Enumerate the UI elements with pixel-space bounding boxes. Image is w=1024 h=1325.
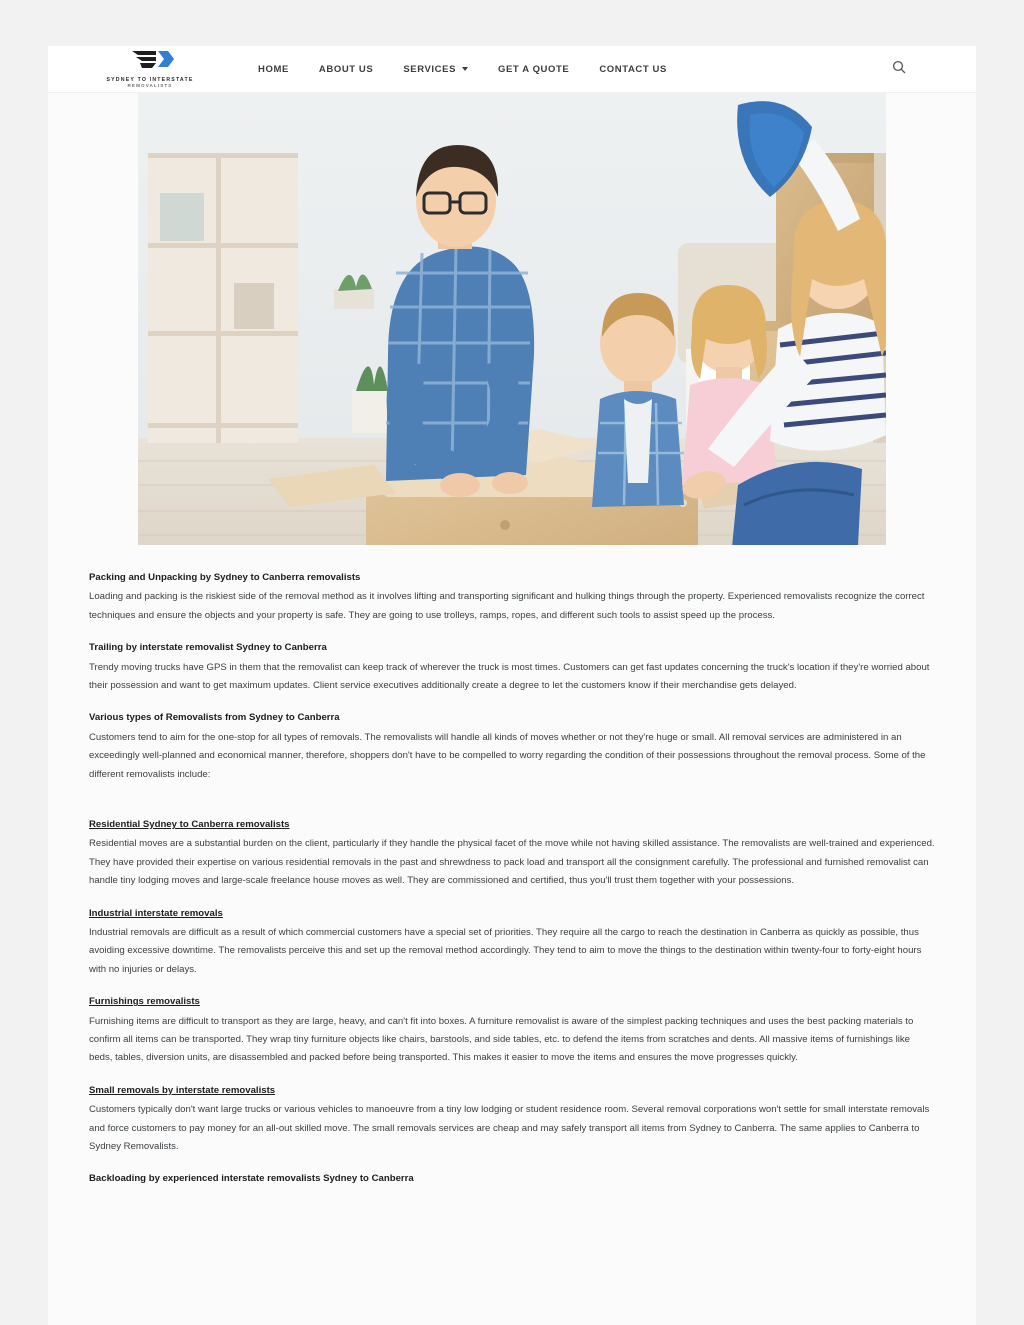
article-section-cut-off: [89, 1172, 935, 1184]
section-heading: Industrial interstate removals: [89, 907, 223, 919]
section-heading: Packing and Unpacking by Sydney to Canberra removalists: [89, 572, 361, 583]
section-paragraph: Customers typically don't want large trucks or various vehicles to manoeuvre from a tiny low lodging or student residence room. Several removal corporations won't settle for small interstate removals and force customers to pay money for an all-out skilled move. The small removals services are cheap and may safely transport all items from Sydney to Canberra. The same applies to Canberra to Sydney Removalists.: [89, 1104, 930, 1153]
chevron-down-icon: [462, 67, 468, 71]
nav-item-home[interactable]: [258, 64, 289, 75]
section-paragraph: Residential moves are a substantial burden on the client, particularly if they handle the physical facet of the move while not having skilled assistance. The removalists are well-trained and experienced. They have provided their expertise on various residential removals in the past and shrewdness to pack load and transport all the consignment carefully. The professional and furnished removalist can handle tiny lodging moves and large-scale freelance house moves as well. They are commissioned and certified, thus you'll trust them together with your possessions.: [89, 838, 935, 887]
section-paragraph: Trendy moving trucks have GPS in them that the removalist can keep track of wherever the truck is most times. Customers can get fast updates concerning the truck's location if they're worried about their possession and want to get maximum updates. Client service executives additionally create a degree to let the customers know if their merchandise gets delayed.: [89, 661, 930, 691]
nav-item-label: SERVICES: [403, 63, 456, 75]
section-paragraph: Furnishing items are difficult to transport as they are large, heavy, and can't fit into boxes. A furniture removalist is aware of the simplest packing techniques and uses the best packing materials to confirm all items can be transported. They wrap tiny furniture objects like chairs, barstools, and side tables, etc. to defend the items from scratches and dents. All massive items of furnishings like beds, tables, diversion units, are disassembled and packed before being transported. This makes it easier to move the items and ensures the move progresses quickly.: [89, 1015, 914, 1064]
section-paragraph: Industrial removals are difficult as a result of which commercial customers have a special set of priorities. They require all the cargo to reach the destination in Canberra as quickly as possible, thus avoiding excessive downtime. The removalists perceive this and set up the removal method accordingly. They tend to aim to move the things to the destination within twenty-four to forty-eight hours with no injuries or delays.: [89, 927, 922, 975]
logo-text-line2: REMOVALISTS: [127, 83, 173, 89]
nav-item-label: CONTACT US: [599, 63, 667, 75]
section-heading: Furnishings removalists: [89, 996, 200, 1008]
search-icon[interactable]: [892, 60, 906, 79]
article-body: [48, 545, 976, 1214]
section-heading: Residential Sydney to Canberra removalists: [89, 819, 290, 831]
logo-mark-icon: [122, 49, 178, 75]
nav-item-label: GET A QUOTE: [498, 63, 570, 75]
nav-item-label: HOME: [258, 63, 289, 75]
nav-item-get-a-quote[interactable]: [498, 64, 569, 75]
article-section: [89, 641, 935, 695]
nav-item-contact-us[interactable]: [599, 64, 667, 75]
article-section: [89, 907, 935, 980]
site-header: [48, 46, 976, 93]
header-right: [892, 60, 936, 79]
logo-text-line1: SYDNEY TO INTERSTATE: [106, 77, 194, 84]
article-section: [89, 1084, 935, 1157]
section-spacer: [89, 800, 935, 818]
article-section: [89, 711, 935, 784]
main-nav: [258, 64, 667, 75]
article-section: [89, 818, 935, 891]
site-logo[interactable]: [90, 49, 210, 89]
article-section: [89, 571, 935, 625]
nav-item-label: ABOUT US: [318, 63, 374, 75]
section-paragraph: Loading and packing is the riskiest side of the removal method as it involves lifting and transporting significant and hulking things through the property. Experienced removalists recognize the correct techniques and ensure the objects and your property is safe. They are going to use trolleys, ramps, ropes, and different such tools to assist speed up the process.: [89, 591, 925, 621]
nav-item-about-us[interactable]: [319, 64, 373, 75]
section-heading: Small removals by interstate removalists: [89, 1084, 276, 1096]
section-heading: Backloading by experienced interstate removalists Sydney to Canberra: [89, 1173, 414, 1185]
article-section: [89, 995, 935, 1068]
hero-illustration: [138, 93, 886, 545]
content-frame: [48, 46, 976, 1325]
section-heading: Various types of Removalists from Sydney to Canberra: [89, 712, 340, 724]
section-paragraph: Customers tend to aim for the one-stop for all types of removals. The removalists will handle all kinds of moves whether or not they're huge or small. All removal services are administered in an exceedingly well-planned and economical manner, therefore, shoppers don't have to be compelled to worry regarding the condition of their possessions throughout the removal process. Some of the different removalists include:: [89, 731, 926, 780]
hero-image: [138, 93, 886, 545]
section-heading: Trailing by interstate removalist Sydney to Canberra: [89, 642, 327, 654]
nav-item-services[interactable]: [403, 64, 468, 75]
